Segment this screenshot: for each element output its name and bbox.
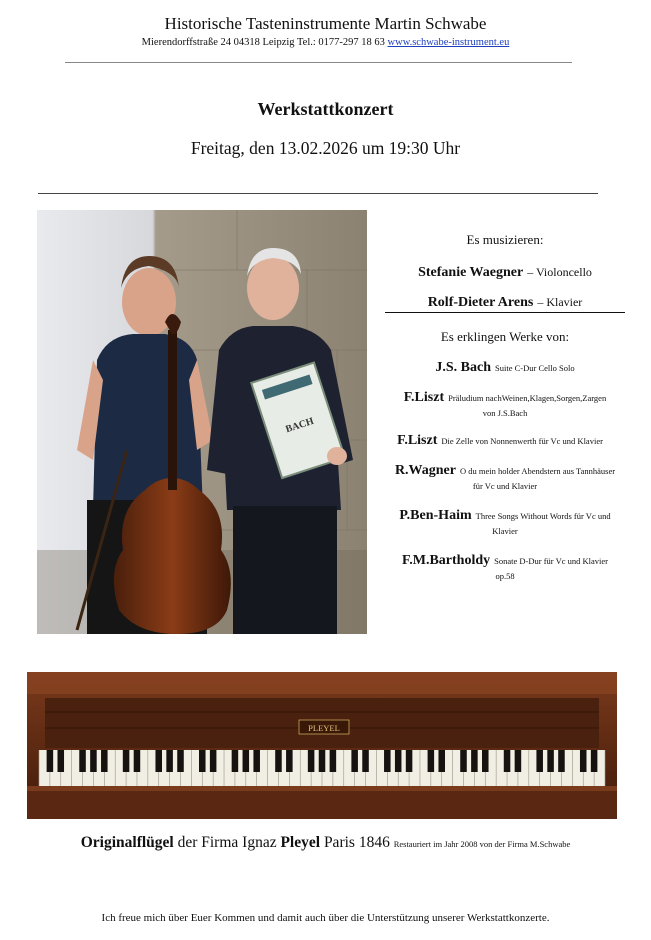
composer-name: J.S. Bach (435, 360, 492, 375)
organizer-address (0, 37, 651, 48)
performer-role: – Klavier (537, 295, 583, 309)
work-title: O du mein holder Abendstern aus Tannhäuser für Vc und Klavier (460, 466, 616, 491)
performer-role: – Violoncello (527, 265, 592, 279)
work-title: Three Songs Without Words für Vc und Klavier (475, 511, 611, 536)
program-intro: Es erklingen Werke von: (440, 329, 570, 344)
header-divider (65, 62, 572, 63)
program-work (385, 359, 625, 376)
musicians-illustration (37, 210, 367, 634)
event-date: Freitag, den 13.02.2026 um 19:30 Uhr (190, 138, 461, 158)
musicians-photo (37, 210, 367, 634)
program-column (385, 232, 625, 583)
website-link[interactable]: www.schwabe-instrument.eu (387, 37, 510, 48)
organizer-title: Historische Tasteninstrumente Martin Schwabe (164, 14, 487, 33)
composer-name: R.Wagner (394, 463, 456, 478)
program-work (395, 433, 605, 448)
caption-restoration-note: Restauriert im Jahr 2008 von der Firma M.Schwabe (393, 839, 571, 849)
performer-item (385, 293, 625, 313)
caption-text-2: Paris 1846 (320, 834, 394, 851)
sheet-music-label: BACH (284, 415, 316, 436)
date-divider (38, 193, 598, 194)
work-title: Suite C-Dur Cello Solo (495, 363, 575, 373)
closing-note: Ich freue mich über Euer Kommen und damit auch über die Unterstützung unserer Werkstattkonzerte. (101, 912, 550, 924)
pleyel-piano-photo (27, 672, 617, 819)
caption-text: der Firma Ignaz (173, 834, 281, 851)
program-work (395, 553, 615, 583)
work-title: Sonate D-Dur für Vc und Klavier op.58 (494, 556, 608, 581)
work-title: Präludium nachWeinen,Klagen,Sorgen,Zargen von J.S.Bach (448, 393, 607, 418)
program-work (390, 463, 620, 493)
performer-name: Stefanie Waegner (418, 265, 524, 280)
caption-bold: Originalflügel (80, 834, 174, 851)
event-title: Werkstattkonzert (257, 99, 394, 119)
piano-illustration (27, 672, 617, 819)
program-work (395, 508, 615, 538)
program-work (400, 390, 610, 420)
composer-name: F.Liszt (397, 433, 438, 448)
address-text: Mierendorffstraße 24 04318 Leipzig Tel.: 0177-297 18 63 (141, 37, 385, 48)
composer-name: F.M.Bartholdy (401, 553, 491, 568)
piano-caption (0, 834, 651, 852)
caption-brand: Pleyel (280, 834, 321, 851)
piano-nameboard: PLEYEL (308, 723, 340, 733)
composer-name: F.Liszt (403, 390, 445, 405)
work-title: Die Zelle von Nonnenwerth für Vc und Klavier (441, 436, 603, 446)
composer-name: P.Ben-Haim (399, 508, 472, 523)
performer-name: Rolf-Dieter Arens (427, 295, 534, 310)
performers-intro: Es musizieren: (466, 232, 544, 247)
performer-item (385, 263, 625, 281)
